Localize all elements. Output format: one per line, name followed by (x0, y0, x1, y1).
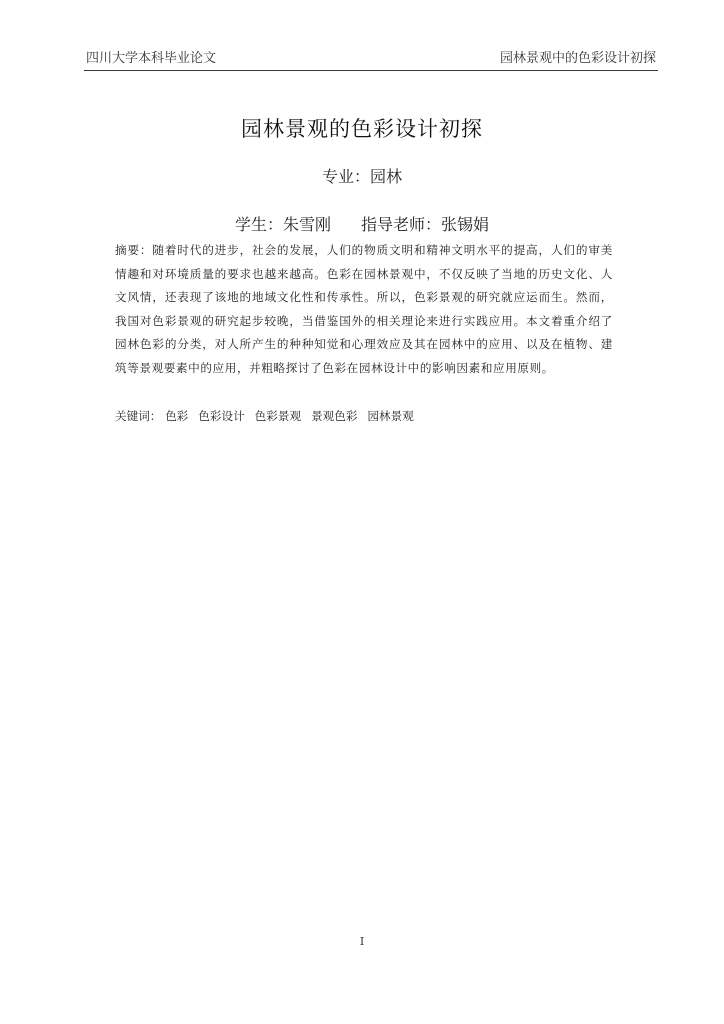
keywords-line (115, 404, 424, 428)
running-header (84, 50, 658, 71)
thesis-title: 园林景观的色彩设计初探 (241, 117, 483, 141)
header-university-title: 四川大学本科毕业论文 (86, 51, 217, 66)
keyword-item: 色彩设计 (198, 409, 245, 423)
keyword-item: 园林景观 (367, 409, 414, 423)
author-line (0, 212, 724, 235)
header-thesis-title: 园林景观中的色彩设计初探 (499, 51, 656, 66)
abstract-paragraph (115, 239, 613, 381)
abstract-text: 随着时代的进步，社会的发展，人们的物质文明和精神文明水平的提高，人们的审美情趣和对环境质量的要求也越来越高。色彩在园林景观中，不仅反映了当地的历史文化、人文风情，还表现了该地的地域文化性和传承性。所以，色彩景观的研究就应运而生。然而，我国对色彩景观的研究起步较晚，当借鉴国外的相关理论来进行实践应用。本文着重介绍了园林色彩的分类，对人所产生的种种知觉和心理效应及其在园林中的应用、以及在植物、建筑等景观要素中的应用，并粗略探讨了色彩在园林设计中的影响因素和应用原则。 (115, 243, 613, 375)
advisor-name: 指导老师：张锡娟 (361, 215, 490, 234)
abstract-label: 摘要： (115, 243, 153, 257)
page-number: I (359, 935, 365, 948)
student-name: 学生：朱雪刚 (234, 215, 331, 234)
keyword-item: 色彩 (165, 409, 189, 423)
keyword-item: 景观色彩 (311, 409, 358, 423)
keywords-label: 关键词： (115, 409, 162, 423)
major-line: 专业：园林 (321, 167, 402, 186)
keyword-item: 色彩景观 (254, 409, 302, 423)
